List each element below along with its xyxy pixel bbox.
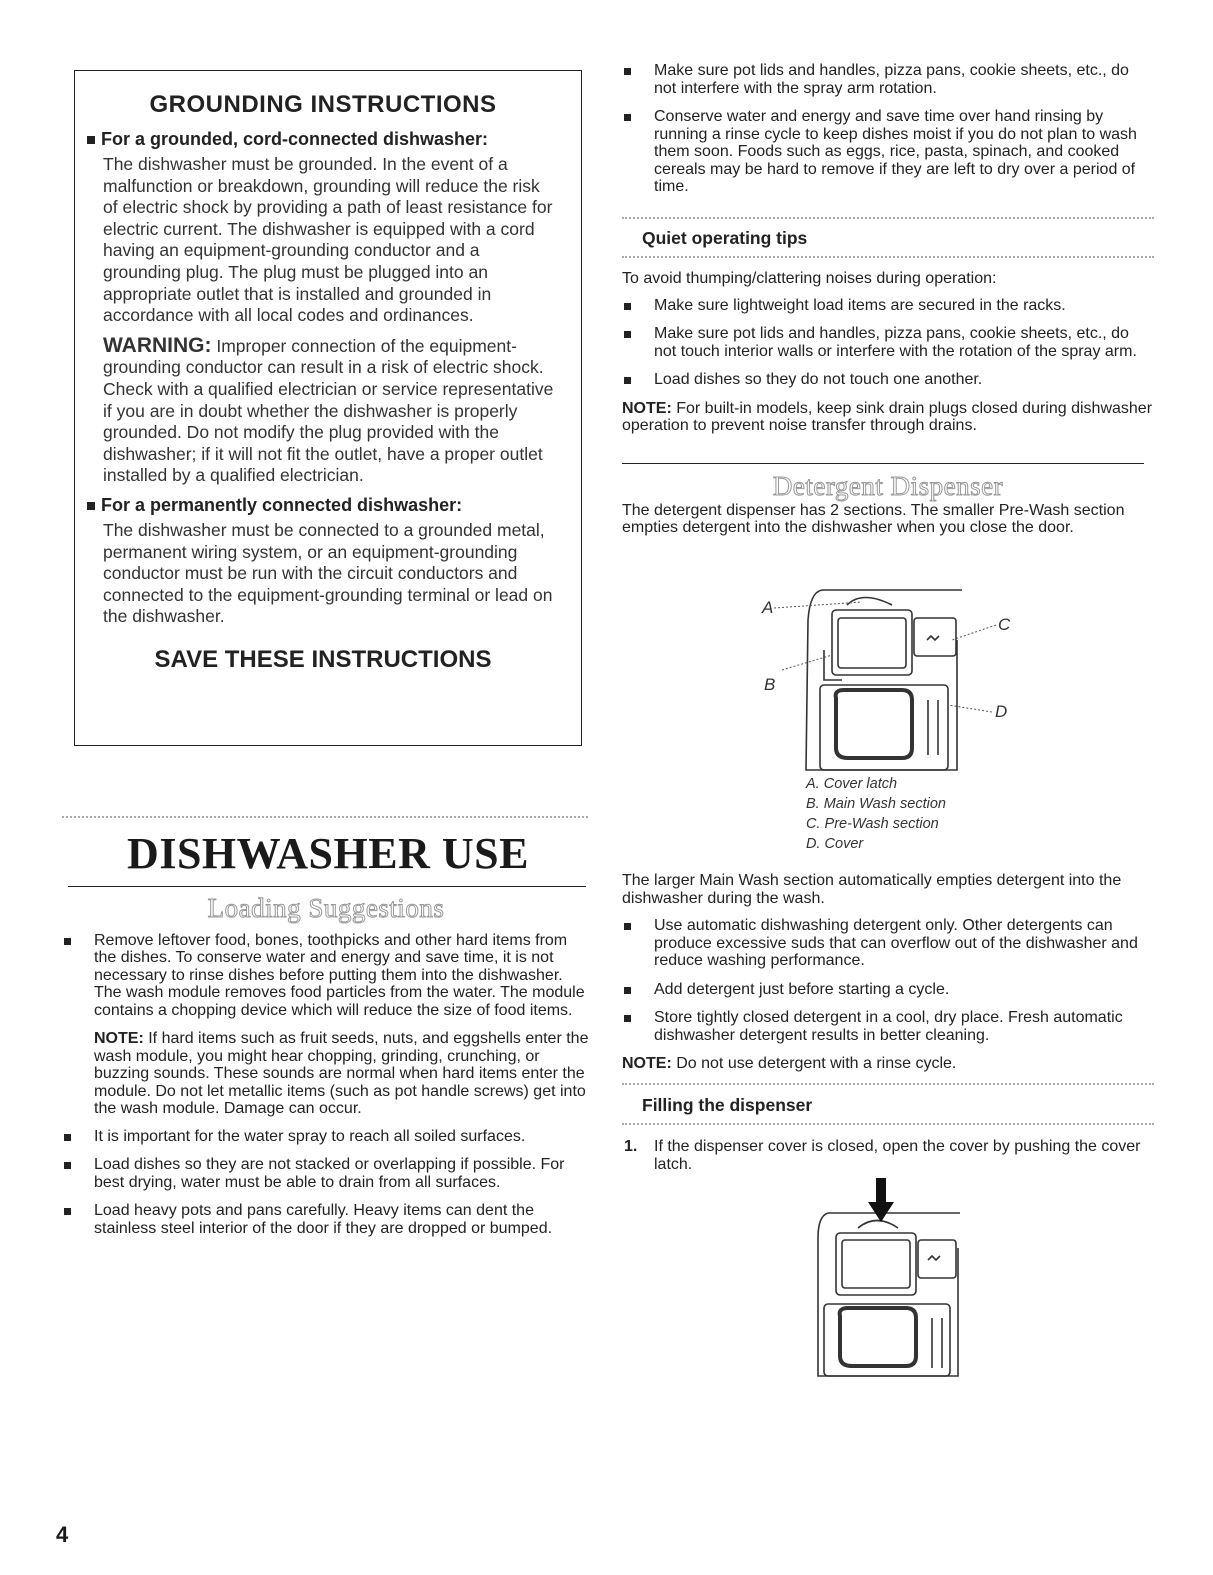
step-item: 1. If the dispenser cover is closed, open the cover by pushing the cover latch. bbox=[624, 1138, 1141, 1173]
grounded-paragraph: The dishwasher must be grounded. In the event of a malfunction or breakdown, grounding will reduce the risk of electric shock by providing a path of least resistance for electric current. The dishwasher is equipped with a cord having an equipment-grounding conductor and a grounding plug. The plug must be plugged into an appropriate outlet that is installed and grounded in accordance with all local codes and ordinances. bbox=[103, 154, 553, 326]
caption: D. Cover bbox=[806, 836, 864, 852]
figure-label-c: C bbox=[998, 615, 1011, 634]
caption: A. Cover latch bbox=[806, 776, 898, 792]
loading-section bbox=[62, 893, 590, 1248]
save-instructions: SAVE THESE INSTRUCTIONS bbox=[154, 645, 492, 673]
warning-label: WARNING: bbox=[103, 333, 212, 357]
main-wash-text: The larger Main Wash section automatically empties detergent into the dishwasher during the wash. bbox=[622, 872, 1122, 907]
list-item: Remove leftover food, bones, toothpicks and other hard items from the dishes. To conserve water and energy and save time, it is not necessary to rinse dishes before putting them into the dishwasher. The wash module removes food particles from the water. The module contains a chopping device which will reduce the size of food items. bbox=[62, 932, 590, 1020]
filling-steps bbox=[622, 1138, 1154, 1173]
loading-heading: Loading Suggestions bbox=[207, 893, 445, 923]
divider bbox=[68, 886, 586, 887]
note: NOTE: For built-in models, keep sink drain plugs closed during dishwasher operation to prevent noise transfer through drains. bbox=[622, 399, 1153, 434]
main-wash-section bbox=[622, 872, 1154, 1073]
page-number: 4 bbox=[56, 1522, 69, 1547]
quiet-section bbox=[622, 270, 1154, 435]
warning-paragraph: WARNING: Improper connection of the equipment-grounding conductor can result in a risk of electric shock. Check with a qualified electrician or service representative if you are in doubt whether the dishwasher is properly grounded. Do not modify the plug provided with the dishwasher; if it will not fit the outlet, have a proper outlet installed by a qualified electrician. bbox=[103, 333, 554, 486]
list-item: Load dishes so they do not touch one another. bbox=[622, 371, 1154, 389]
detergent-section bbox=[622, 471, 1154, 537]
list-item: It is important for the water spray to reach all soiled surfaces. bbox=[62, 1128, 590, 1146]
quiet-heading: Quiet operating tips bbox=[642, 228, 808, 248]
permanent-subheading: For a permanently connected dishwasher: bbox=[87, 495, 559, 516]
list-item: Load dishes so they are not stacked or overlapping if possible. For best drying, water must be able to drain from all surfaces. bbox=[62, 1156, 590, 1191]
list-item: Conserve water and energy and save time over hand rinsing by running a rinse cycle to keep dishes moist if you do not plan to wash them soon. Foods such as eggs, rice, pasta, spinach, and cooked cereals may be hard to remove if they are left to dry over a period of time. bbox=[622, 108, 1154, 196]
list-item: Make sure pot lids and handles, pizza pans, cookie sheets, etc., do not touch interior walls or interfere with the rotation of the spray arm. bbox=[622, 325, 1154, 360]
divider bbox=[622, 1123, 1154, 1125]
detergent-intro: The detergent dispenser has 2 sections. The smaller Pre-Wash section empties detergent into the dishwasher when you close the door. bbox=[622, 501, 1125, 536]
list-item: Use automatic dishwashing detergent only. Other detergents can produce excessive suds that can overflow out of the dishwasher and reduce washing performance. bbox=[622, 917, 1154, 970]
list-item: Store tightly closed detergent in a cool, dry place. Fresh automatic dishwasher detergent results in better cleaning. bbox=[622, 1009, 1154, 1044]
divider bbox=[622, 256, 1154, 258]
divider bbox=[622, 463, 1144, 464]
grounding-title: GROUNDING INSTRUCTIONS bbox=[149, 91, 497, 118]
right-column bbox=[622, 62, 1154, 207]
list-item: Load heavy pots and pans carefully. Heavy items can dent the stainless steel interior of the door if they are dropped or bumped. bbox=[62, 1202, 590, 1237]
bullet-icon bbox=[87, 502, 95, 510]
divider bbox=[62, 816, 588, 818]
divider bbox=[622, 1083, 1154, 1085]
grounding-instructions-box bbox=[74, 70, 582, 746]
bullet-icon bbox=[87, 136, 95, 144]
list-item: Add detergent just before starting a cycle. bbox=[622, 981, 1154, 999]
divider bbox=[622, 217, 1154, 219]
figure-label-d: D bbox=[995, 702, 1008, 721]
note: NOTE: Do not use detergent with a rinse cycle. bbox=[622, 1055, 957, 1072]
caption: C. Pre-Wash section bbox=[806, 816, 939, 832]
figure-label-a: A bbox=[762, 598, 774, 617]
list-item: Make sure lightweight load items are secured in the racks. bbox=[622, 297, 1154, 315]
quiet-intro: To avoid thumping/clattering noises during operation: bbox=[622, 270, 997, 287]
list-item: Make sure pot lids and handles, pizza pans, cookie sheets, etc., do not interfere with the spray arm rotation. bbox=[622, 62, 1154, 97]
arrow-down-icon bbox=[868, 1178, 894, 1222]
figure-label-b: B bbox=[764, 675, 776, 694]
grounded-subheading: For a grounded, cord-connected dishwasher: bbox=[87, 129, 559, 150]
figure-captions bbox=[806, 774, 1106, 854]
permanent-paragraph: The dishwasher must be connected to a grounded metal, permanent wiring system, or an equipment-grounding conductor must be run with the circuit conductors and connected to the equipment-grounding terminal or lead on the dishwasher. bbox=[103, 519, 553, 627]
dispenser-diagram bbox=[752, 580, 1022, 775]
dispenser-push-diagram bbox=[808, 1178, 968, 1378]
caption: B. Main Wash section bbox=[806, 796, 946, 812]
note: NOTE: If hard items such as fruit seeds, nuts, and eggshells enter the wash module, you might hear chopping, grinding, crunching, or buzzing sounds. These sounds are normal when hard items enter the module. Do not let metallic items (such as pot handle screws) get into the wash module. Damage can occur. bbox=[94, 1030, 589, 1117]
filling-heading: Filling the dispenser bbox=[642, 1095, 813, 1115]
detergent-heading: Detergent Dispenser bbox=[772, 471, 1004, 501]
page-title: DISHWASHER USE bbox=[127, 829, 529, 878]
